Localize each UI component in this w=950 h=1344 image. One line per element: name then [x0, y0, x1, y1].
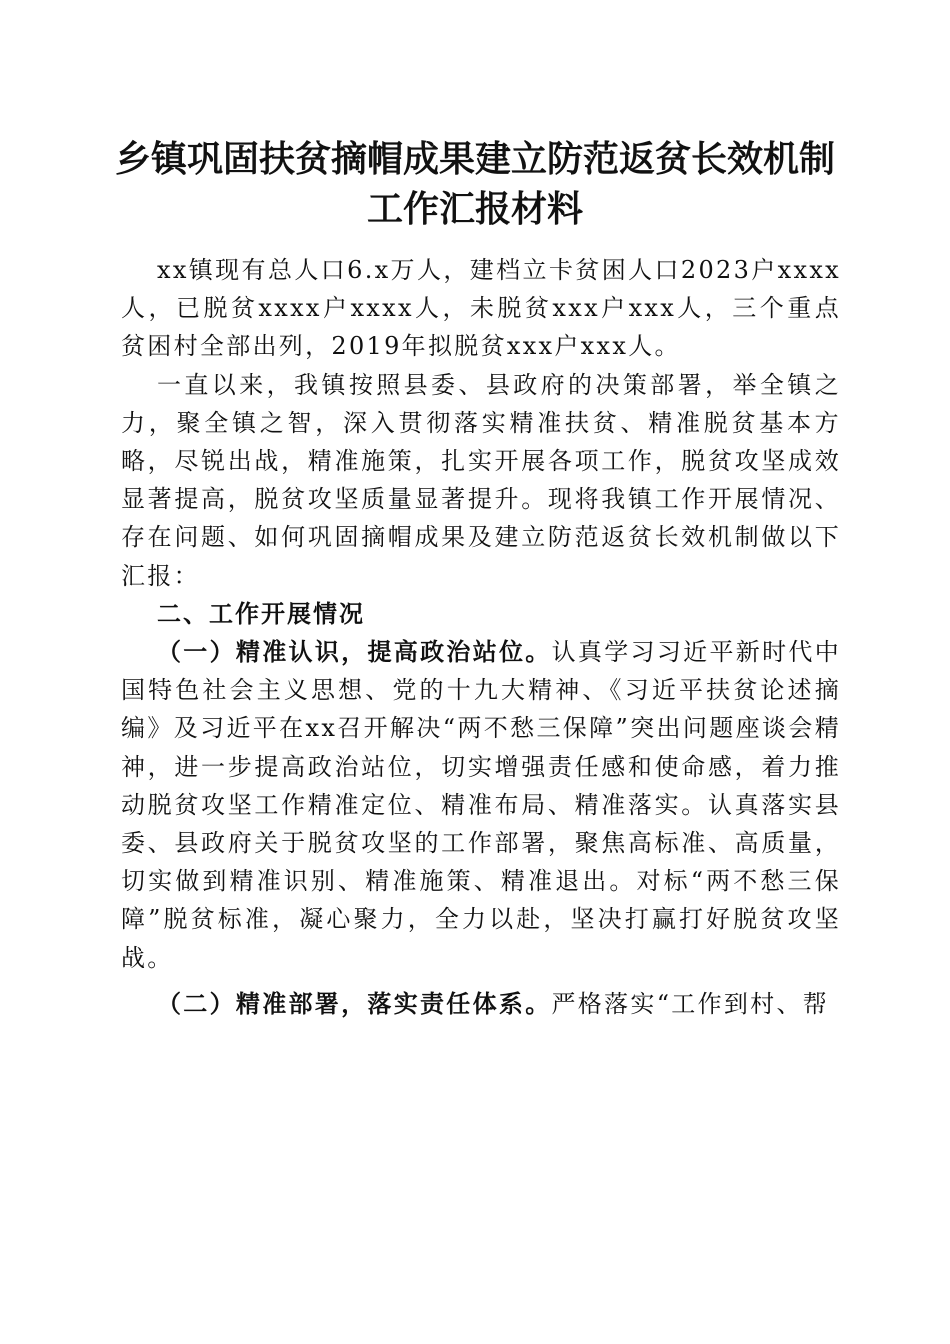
paragraph-gap — [121, 977, 841, 985]
subsection-1-body: 认真学习习近平新时代中国特色社会主义思想、党的十九大精神、《习近平扶贫论述摘编》及习近平在xx召开解决“两不愁三保障”突出问题座谈会精神，进一步提高政治站位，切实增强责任感和使命感，着力推动脱贫攻坚工作精准定位、精准布局、精准落实。认真落实县委、县政府关于脱贫攻坚的工作部署，聚焦高标准、高质量，切实做到精准识别、精准施策、精准退出。对标“两不愁三保障”脱贫标准，凝心聚力，全力以赴，坚决打赢打好脱贫攻坚战。 — [121, 638, 841, 972]
subsection-1 — [121, 633, 841, 977]
paragraph-overview: 一直以来，我镇按照县委、县政府的决策部署，举全镇之力，聚全镇之智，深入贯彻落实精准扶贫、精准脱贫基本方略，尽锐出战，精准施策，扎实开展各项工作，脱贫攻坚成效显著提高，脱贫攻坚质量显著提升。现将我镇工作开展情况、存在问题、如何巩固摘帽成果及建立防范返贫长效机制做以下汇报： — [121, 370, 841, 590]
subsection-2-heading: （二）精准部署，落实责任体系。 — [157, 989, 552, 1018]
subsection-2-body: 严格落实“工作到村、帮 — [551, 989, 830, 1018]
document-body — [121, 251, 841, 1023]
subsection-1-heading: （一）精准认识，提高政治站位。 — [157, 638, 552, 667]
paragraph-population: xx镇现有总人口6.x万人，建档立卡贫困人口2023户xxxx人，已脱贫xxxx户xxxx人，未脱贫xxx户xxx人，三个重点贫困村全部出列，2019年拟脱贫xxx户xxx人。 — [121, 256, 841, 361]
subsection-2 — [121, 985, 841, 1023]
title-line-1: 乡镇巩固扶贫摘帽成果建立防范返贫长效机制 — [114, 139, 835, 180]
document-title — [60, 135, 890, 235]
title-line-2: 工作汇报材料 — [366, 189, 583, 230]
section-heading: 二、工作开展情况 — [157, 599, 365, 628]
